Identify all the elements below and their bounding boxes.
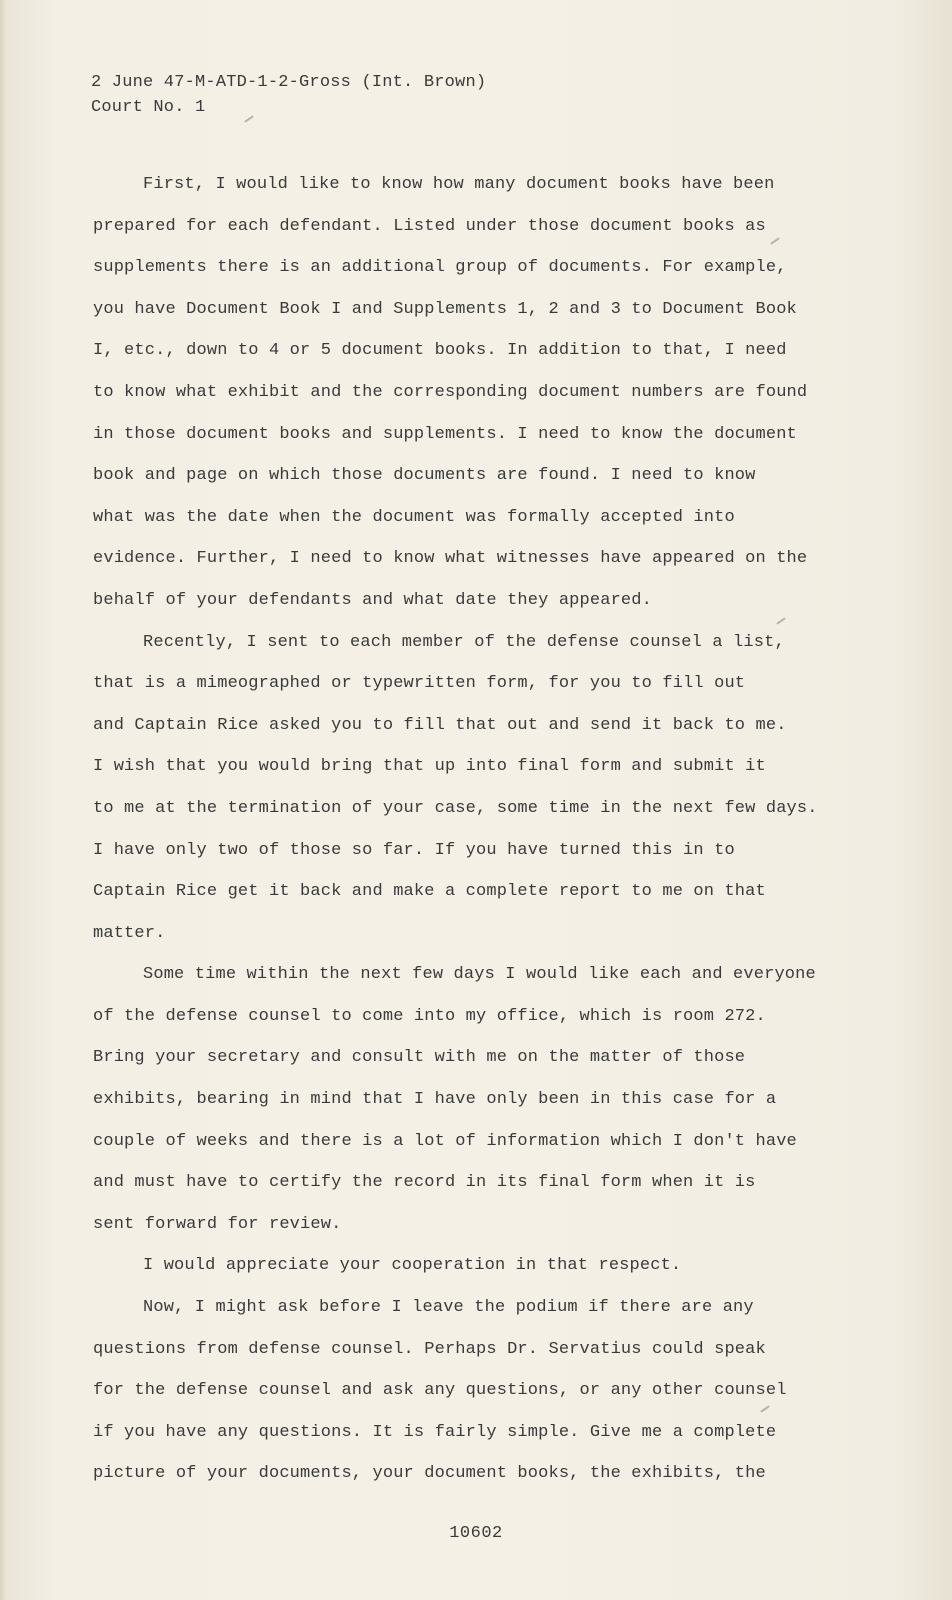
page-number: 10602 [449, 1524, 503, 1543]
text-line: Captain Rice get it back and make a complete report to me on that [93, 882, 766, 902]
text-line: couple of weeks and there is a lot of information which I don't have [93, 1131, 797, 1151]
text-line: to me at the termination of your case, some time in the next few days. [93, 798, 818, 818]
text-line: I wish that you would bring that up into final form and submit it [93, 757, 766, 777]
text-line: that is a mimeographed or typewritten form, for you to fill out [93, 674, 746, 694]
text-line: I, etc., down to 4 or 5 document books. In addition to that, I need [93, 341, 787, 361]
header-reference-line: 2 June 47-M-ATD-1-2-Gross (Int. Brown) [91, 73, 487, 92]
page-edge-shadow [0, 0, 6, 1600]
text-line: behalf of your defendants and what date they appeared. [93, 590, 652, 610]
text-line: of the defense counsel to come into my office, which is room 272. [93, 1006, 766, 1026]
text-line: matter. [93, 923, 166, 943]
text-line: and Captain Rice asked you to fill that out and send it back to me. [93, 715, 787, 735]
text-line: and must have to certify the record in its final form when it is [93, 1173, 756, 1193]
text-line: Some time within the next few days I would like each and everyone [143, 965, 816, 985]
header-court-line: Court No. 1 [91, 98, 206, 117]
text-line: Bring your secretary and consult with me on the matter of those [93, 1048, 746, 1068]
text-line: I would appreciate your cooperation in that respect. [143, 1256, 682, 1276]
text-line: book and page on which those documents are found. I need to know [93, 466, 756, 486]
text-line: sent forward for review. [93, 1214, 342, 1234]
text-line: if you have any questions. It is fairly simple. Give me a complete [93, 1422, 777, 1442]
transcript-body [93, 164, 818, 1495]
text-line: in those document books and supplements. I need to know the document [93, 424, 797, 444]
text-line: exhibits, bearing in mind that I have only been in this case for a [93, 1090, 777, 1110]
text-line: I have only two of those so far. If you have turned this in to [93, 840, 735, 860]
text-line: picture of your documents, your document books, the exhibits, the [93, 1464, 766, 1484]
text-line: prepared for each defendant. Listed under those document books as [93, 216, 766, 236]
text-line: for the defense counsel and ask any questions, or any other counsel [93, 1381, 787, 1401]
text-line: Now, I might ask before I leave the podium if there are any [143, 1298, 754, 1318]
text-line: you have Document Book I and Supplements 1, 2 and 3 to Document Book [93, 299, 797, 319]
text-line: supplements there is an additional group of documents. For example, [93, 258, 787, 278]
text-line: to know what exhibit and the corresponding document numbers are found [93, 382, 808, 402]
document-header [91, 70, 486, 120]
text-line: questions from defense counsel. Perhaps Dr. Servatius could speak [93, 1339, 766, 1359]
text-line: Recently, I sent to each member of the defense counsel a list, [143, 632, 785, 652]
text-line: what was the date when the document was formally accepted into [93, 507, 735, 527]
text-line: First, I would like to know how many document books have been [143, 175, 775, 194]
text-line: evidence. Further, I need to know what witnesses have appeared on the [93, 549, 808, 569]
